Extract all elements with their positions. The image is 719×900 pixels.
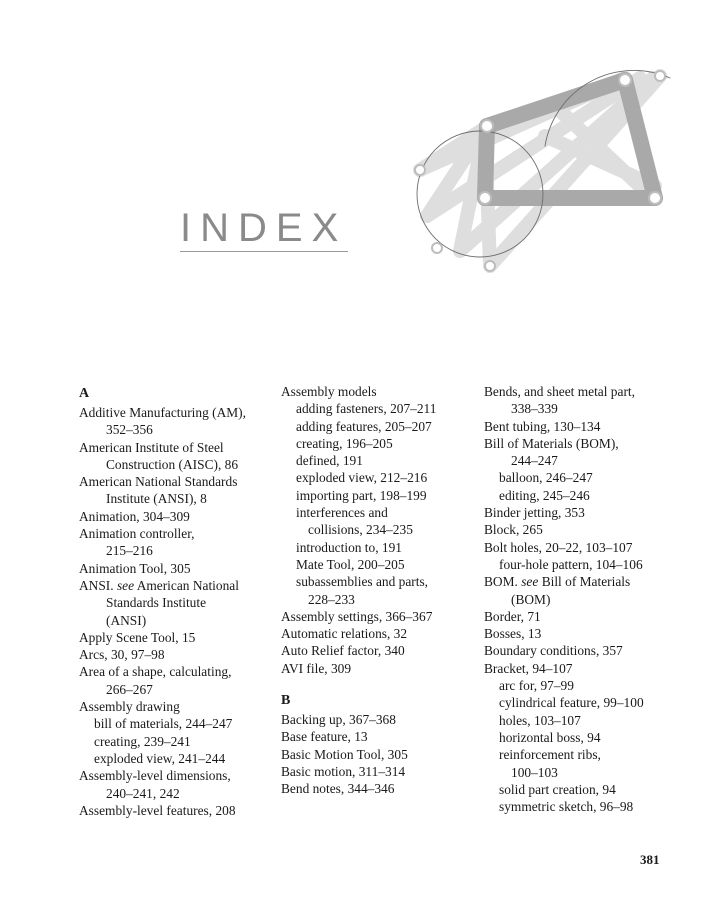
index-subentry: [281, 556, 481, 573]
entry-text: reinforcement ribs,: [499, 747, 601, 763]
entry-text: Assembly drawing: [79, 699, 180, 715]
index-entry: [484, 383, 684, 400]
entry-text: balloon, 246–247: [499, 470, 593, 486]
index-column-3: [484, 383, 684, 815]
index-entry-continuation: [79, 594, 279, 611]
index-entry: [281, 746, 481, 763]
index-entries: [484, 383, 684, 815]
index-entry-continuation: [79, 421, 279, 438]
index-subentry: [484, 746, 684, 763]
entry-text: Bill of Materials (BOM),: [484, 435, 619, 451]
index-subentry: [484, 469, 684, 486]
entry-text: AVI file, 309: [281, 660, 352, 676]
index-entry: [484, 504, 684, 521]
entry-text: cylindrical feature, 99–100: [499, 695, 644, 711]
index-entry: [484, 418, 684, 435]
index-entry: [281, 711, 481, 728]
index-entry: [484, 642, 684, 659]
index-entry: [79, 439, 279, 456]
entry-text: Animation, 304–309: [79, 508, 190, 524]
entry-text: 352–356: [106, 422, 153, 438]
entry-text: Basic motion, 311–314: [281, 763, 406, 779]
index-entry: [484, 573, 684, 590]
index-entries: [281, 383, 481, 677]
section-letter-a: A: [79, 386, 90, 401]
entry-text: Block, 265: [484, 522, 543, 538]
index-entry: [484, 435, 684, 452]
index-entry-continuation: [79, 542, 279, 559]
entry-text: Animation controller,: [79, 526, 195, 542]
entry-text: American Institute of Steel: [79, 439, 224, 455]
entry-text: Assembly settings, 366–367: [281, 608, 433, 624]
index-entry: [281, 780, 481, 797]
index-entry: [79, 404, 279, 421]
see-target: Bill of Materials: [541, 574, 631, 590]
index-entry: [281, 728, 481, 745]
index-subentry: [281, 452, 481, 469]
entry-text: BOM.: [484, 574, 518, 590]
entry-text: Animation Tool, 305: [79, 560, 191, 576]
entry-text: 228–233: [308, 591, 355, 607]
entry-text: introduction to, 191: [296, 539, 403, 555]
entry-text: Additive Manufacturing (AM),: [79, 405, 246, 420]
entry-text: 100–103: [511, 764, 558, 780]
entry-text: Bends, and sheet metal part,: [484, 384, 635, 399]
index-subentry: [281, 504, 481, 521]
page-title: INDEX: [180, 206, 348, 250]
entry-text: creating, 196–205: [296, 435, 393, 451]
index-subentry: [484, 712, 684, 729]
entry-text: exploded view, 212–216: [296, 470, 428, 486]
entry-text: holes, 103–107: [499, 712, 581, 728]
entry-text: exploded view, 241–244: [94, 750, 226, 766]
index-subentry: [484, 781, 684, 798]
entry-text: Institute (ANSI), 8: [106, 491, 207, 507]
index-entry: [484, 521, 684, 538]
index-entry-continuation: [281, 591, 481, 608]
index-entry: [281, 763, 481, 780]
index-entry: [79, 508, 279, 525]
index-entry: [79, 698, 279, 715]
entry-text: Standards Institute: [106, 595, 207, 611]
index-entry-continuation: [484, 452, 684, 469]
entry-text: 215–216: [106, 543, 153, 559]
index-entry-continuation: [79, 612, 279, 629]
entry-text: Assembly-level features, 208: [79, 802, 236, 818]
index-entry-continuation: [79, 456, 279, 473]
entry-text: Bend notes, 344–346: [281, 781, 395, 797]
entry-text: editing, 245–246: [499, 487, 590, 503]
entry-text: 244–247: [511, 453, 558, 469]
entry-text: American National Standards: [79, 474, 238, 490]
entry-text: (BOM): [511, 591, 551, 607]
index-entries: [281, 711, 481, 797]
entry-text: Base feature, 13: [281, 729, 368, 745]
index-entry: [281, 383, 481, 400]
entry-text: ANSI.: [79, 577, 114, 593]
entry-text: Bosses, 13: [484, 626, 542, 642]
entry-text: Area of a shape, calculating,: [79, 664, 232, 680]
index-subentry: [281, 539, 481, 556]
index-entry-continuation: [484, 764, 684, 781]
entry-text: creating, 239–241: [94, 733, 191, 749]
index-entry: [79, 646, 279, 663]
index-entry: [79, 525, 279, 542]
see-reference: see: [116, 577, 135, 593]
entry-text: Assembly models: [281, 384, 377, 399]
index-entry: [79, 767, 279, 784]
index-subentry: [281, 573, 481, 590]
entry-text: collisions, 234–235: [308, 522, 413, 538]
index-entry-continuation: [281, 521, 481, 538]
entry-text: solid part creation, 94: [499, 781, 616, 797]
section-letter-b: B: [281, 693, 291, 709]
entry-text: Binder jetting, 353: [484, 505, 585, 521]
entry-text: symmetric sketch, 96–98: [499, 799, 634, 815]
entry-text: Backing up, 367–368: [281, 712, 396, 728]
entry-text: Bracket, 94–107: [484, 660, 573, 676]
entry-text: 266–267: [106, 681, 153, 697]
entry-text: Border, 71: [484, 608, 541, 624]
entry-text: Apply Scene Tool, 15: [79, 629, 196, 645]
index-subentry: [79, 750, 279, 767]
index-subentry: [484, 677, 684, 694]
index-subentry: [484, 487, 684, 504]
entry-text: defined, 191: [296, 453, 363, 469]
entry-text: adding fasteners, 207–211: [296, 401, 437, 417]
entry-text: Automatic relations, 32: [281, 626, 408, 642]
entry-text: interferences and: [296, 505, 388, 521]
index-entry-continuation: [484, 591, 684, 608]
index-entry-continuation: [484, 400, 684, 417]
index-subentry: [484, 694, 684, 711]
index-subentry: [79, 733, 279, 750]
entry-text: arc for, 97–99: [499, 678, 574, 694]
see-target: American National: [136, 577, 239, 593]
entry-text: importing part, 198–199: [296, 487, 427, 503]
index-entry: [79, 629, 279, 646]
entry-text: Mate Tool, 200–205: [296, 556, 405, 572]
index-subentry: [484, 729, 684, 746]
index-column-1: [79, 383, 279, 819]
index-entry: [79, 663, 279, 680]
index-subentry: [281, 418, 481, 435]
entry-text: Assembly-level dimensions,: [79, 768, 231, 784]
index-subentry: [79, 715, 279, 732]
entry-text: Basic Motion Tool, 305: [281, 746, 408, 762]
index-column-2: [281, 383, 481, 798]
page-number: 381: [640, 852, 660, 867]
index-entry-continuation: [79, 490, 279, 507]
linkage-mechanism-illustration: [405, 66, 677, 286]
index-subentry: [281, 469, 481, 486]
index-entry: [79, 473, 279, 490]
title-underline: [180, 251, 348, 252]
index-entry-continuation: [79, 785, 279, 802]
index-subentry: [281, 435, 481, 452]
entry-text: subassemblies and parts,: [296, 574, 429, 590]
entry-text: four-hole pattern, 104–106: [499, 556, 643, 572]
index-entry: [281, 642, 481, 659]
index-entry: [281, 625, 481, 642]
entry-text: Auto Relief factor, 340: [281, 643, 405, 659]
entry-text: (ANSI): [106, 612, 147, 628]
entry-text: Construction (AISC), 86: [106, 456, 239, 472]
entry-text: adding features, 205–207: [296, 418, 432, 434]
section-gap: [281, 677, 481, 690]
index-subentry: [484, 798, 684, 815]
index-entry: [281, 608, 481, 625]
entry-text: Boundary conditions, 357: [484, 643, 623, 659]
entry-text: bill of materials, 244–247: [94, 716, 233, 732]
index-entry: [79, 802, 279, 819]
entry-text: 240–241, 242: [106, 785, 180, 801]
index-subentry: [281, 487, 481, 504]
entry-text: Bolt holes, 20–22, 103–107: [484, 539, 633, 555]
index-entry-continuation: [79, 681, 279, 698]
entry-text: Bent tubing, 130–134: [484, 418, 601, 434]
index-entry: [484, 539, 684, 556]
entry-text: Arcs, 30, 97–98: [79, 647, 165, 663]
entry-text: 338–339: [511, 401, 558, 417]
index-subentry: [484, 556, 684, 573]
index-subentry: [281, 400, 481, 417]
index-entry: [484, 625, 684, 642]
index-entry: [484, 608, 684, 625]
index-entry: [79, 577, 279, 594]
entry-text: horizontal boss, 94: [499, 729, 601, 745]
index-entries: [79, 404, 279, 819]
index-entry: [79, 560, 279, 577]
index-entry: [281, 660, 481, 677]
index-entry: [484, 660, 684, 677]
see-reference: see: [521, 574, 539, 590]
